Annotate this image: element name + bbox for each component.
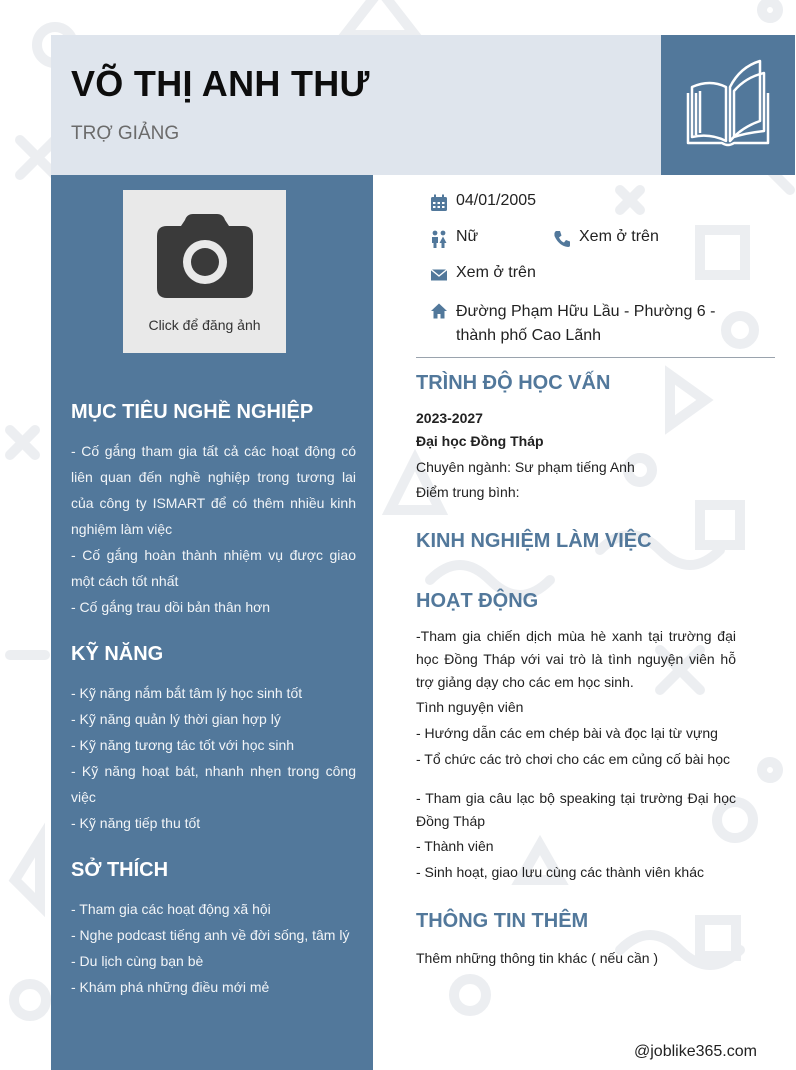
experience-heading: KINH NGHIỆM LÀM VIỆC: [416, 530, 652, 552]
list-item: - Kỹ năng hoạt bát, nhanh nhẹn trong công việc: [71, 763, 356, 805]
main-column: [373, 175, 796, 1070]
activities-heading: HOẠT ĐỘNG: [416, 590, 539, 612]
list-item: - Cố gắng trau dồi bản thân hơn: [71, 599, 271, 615]
objective-section: [71, 401, 356, 620]
photo-upload-label: Click để đăng ảnh: [148, 317, 261, 333]
list-item: - Kỹ năng quản lý thời gian hợp lý: [71, 711, 281, 727]
home-icon: [430, 302, 448, 320]
email-row: [430, 264, 536, 284]
hobbies-section: [71, 859, 356, 1000]
objective-heading: MỤC TIÊU NGHỀ NGHIỆP: [71, 401, 314, 423]
additional-info-heading: THÔNG TIN THÊM: [416, 910, 589, 932]
objective-list: [71, 438, 356, 620]
list-item: - Cố gắng hoàn thành nhiệm vụ được giao một cách tốt nhất: [71, 547, 356, 589]
skills-list: [71, 680, 356, 836]
gender-icon: [430, 230, 448, 248]
candidate-name: VÕ THỊ ANH THƯ: [71, 63, 370, 104]
list-item: - Du lịch cùng bạn bè: [71, 953, 204, 969]
book-icon: [680, 57, 776, 153]
gender-row: [430, 228, 478, 248]
dob-value: 04/01/2005: [456, 192, 537, 209]
hobbies-heading: SỞ THÍCH: [71, 859, 169, 881]
list-item: - Hướng dẫn các em chép bài và đọc lại từ vựng: [416, 725, 718, 741]
list-item: - Kỹ năng tương tác tốt với học sinh: [71, 737, 295, 753]
education-period: 2023-2027: [416, 410, 483, 426]
additional-info-text: Thêm những thông tin khác ( nếu cần ): [416, 950, 659, 966]
skills-heading: KỸ NĂNG: [71, 643, 164, 665]
activity-block-1: [416, 625, 736, 771]
phone-value: Xem ở trên: [579, 228, 659, 245]
logo-box: [661, 35, 795, 175]
list-item: - Tham gia các hoạt động xã hội: [71, 901, 271, 917]
email-value: Xem ở trên: [456, 264, 536, 281]
footer-credit: @joblike365.com: [634, 1043, 757, 1060]
education-heading: TRÌNH ĐỘ HỌC VẤN: [416, 372, 611, 394]
list-item: - Kỹ năng nắm bắt tâm lý học sinh tốt: [71, 685, 303, 701]
list-item: - Tham gia câu lạc bộ speaking tại trường Đại học Đồng Tháp: [416, 790, 736, 829]
job-title: TRỢ GIẢNG: [71, 123, 180, 144]
list-item: - Khám phá những điều mới mẻ: [71, 979, 270, 995]
phone-row: [553, 228, 659, 248]
phone-icon: [553, 230, 571, 248]
skills-section: [71, 643, 356, 836]
address-value: Đường Phạm Hữu Lầu - Phường 6 - thành phố Cao Lãnh: [456, 303, 716, 344]
list-item: - Thành viên: [416, 838, 494, 854]
calendar-icon: [430, 194, 448, 212]
address-row: [430, 300, 750, 348]
activity-block-2: [416, 787, 736, 884]
education-school: Đại học Đồng Tháp: [416, 433, 544, 449]
list-item: Tình nguyện viên: [416, 699, 524, 715]
list-item: - Sinh hoạt, giao lưu cùng các thành viên khác: [416, 864, 704, 880]
sidebar: [51, 175, 373, 1070]
education-gpa: Điểm trung bình:: [416, 484, 520, 500]
list-item: - Tổ chức các trò chơi cho các em củng cố bài học: [416, 751, 730, 767]
list-item: - Cố gắng tham gia tất cả các hoạt động có liên quan đến nghề nghiệp trong tương lai của công ty ISMART để có thêm nhiều kinh nghiệm làm việc: [71, 443, 356, 537]
list-item: - Kỹ năng tiếp thu tốt: [71, 815, 201, 831]
email-icon: [430, 266, 448, 284]
list-item: -Tham gia chiến dịch mùa hè xanh tại trường đại học Đồng Tháp với vai trò là tình nguyện viên hỗ trợ giảng dạy cho các em học sinh.: [416, 628, 736, 690]
education-major: Chuyên ngành: Sư phạm tiếng Anh: [416, 459, 635, 475]
header-banner: [51, 35, 661, 175]
gender-value: Nữ: [456, 228, 479, 245]
list-item: - Nghe podcast tiếng anh về đời sống, tâm lý: [71, 927, 350, 943]
divider: [416, 357, 775, 358]
dob-row: [430, 192, 536, 212]
camera-icon: [155, 214, 255, 298]
photo-upload[interactable]: [123, 190, 286, 353]
hobbies-list: [71, 896, 356, 1000]
